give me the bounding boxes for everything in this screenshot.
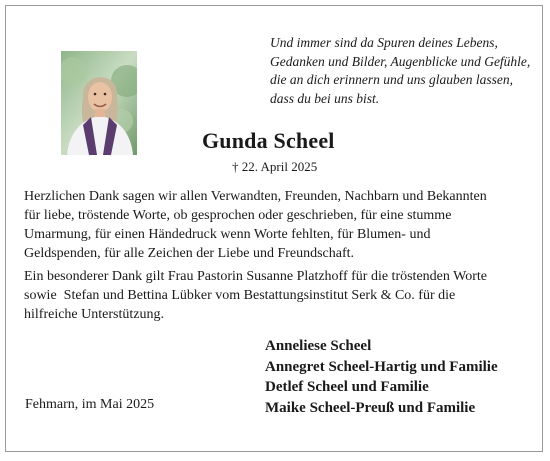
text-line: hilfreiche Unterstützung.: [24, 307, 164, 322]
quote-line: dass du bei uns bist.: [270, 90, 380, 106]
special-thanks-paragraph: [24, 267, 534, 324]
text-line: sowie Stefan und Bettina Lübker vom Bestattungsinstitut Serk & Co. für die: [24, 288, 456, 303]
signer: Annegret Scheel-Hartig und Familie: [265, 358, 498, 375]
memorial-quote: [270, 34, 542, 108]
text-line: Geldspenden, für alle Zeichen der Liebe und Freundschaft.: [24, 246, 355, 261]
text-line: für liebe, tröstende Worte, ob gesprochen oder geschrieben, für eine stumme: [24, 208, 452, 223]
text-line: Ein besonderer Dank gilt Frau Pastorin Susanne Platzhoff für die tröstenden Worte: [24, 269, 487, 284]
deceased-name: Gunda Scheel: [202, 128, 335, 153]
signers-list: [265, 336, 498, 418]
quote-line: Gedanken und Bilder, Augenblicke und Gefühle,: [270, 53, 531, 69]
signer: Maike Scheel-Preuß und Familie: [265, 399, 476, 416]
death-date: † 22. April 2025: [232, 159, 318, 174]
place-and-date: Fehmarn, im Mai 2025: [25, 397, 155, 412]
quote-line: Und immer sind da Spuren deines Lebens,: [270, 35, 498, 50]
signer: Anneliese Scheel: [265, 338, 372, 354]
thanks-paragraph: [24, 187, 534, 263]
text-line: Herzlichen Dank sagen wir allen Verwandten, Freunden, Nachbarn und Bekannten: [24, 189, 487, 204]
text-line: Umarmung, für einen Händedruck wenn Worte fehlten, für Blumen- und: [24, 227, 431, 242]
quote-line: die an dich erinnern und uns glauben lassen,: [270, 72, 513, 87]
portrait-photo: [61, 51, 137, 155]
signer: Detlef Scheel und Familie: [265, 379, 429, 395]
